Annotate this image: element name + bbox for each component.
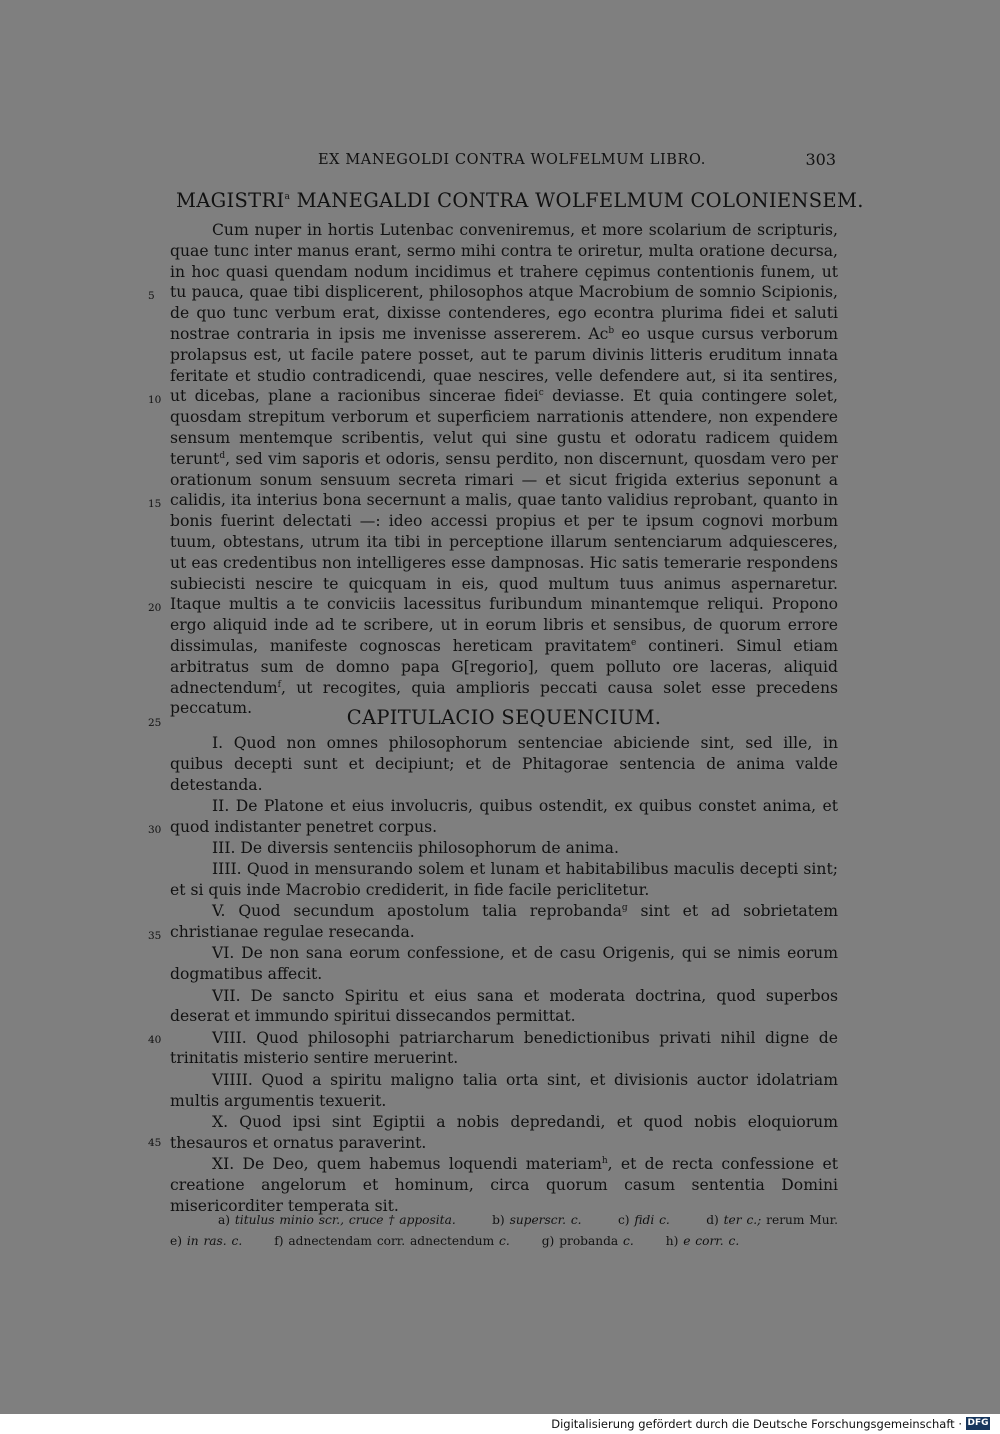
footnote-text: e corr. c. [683, 1234, 740, 1248]
footnote-text: c. [499, 1234, 510, 1248]
footnote-d [706, 1210, 838, 1231]
line-number: 35 [148, 930, 162, 942]
chapter-item [170, 901, 838, 943]
footnote-text: c. [623, 1234, 634, 1248]
footnote-mark-h: h [601, 1155, 608, 1166]
footnote-mark-a: a [284, 192, 291, 202]
dfg-logo[interactable]: DFG [967, 1418, 989, 1428]
footnote-text: titulus minio scr., cruce † apposita. [234, 1213, 456, 1227]
footnote-f [274, 1231, 509, 1252]
footnote-c [618, 1210, 670, 1231]
footnote-label: h) [665, 1234, 679, 1248]
footnote-label: e) [170, 1234, 182, 1248]
chapter-text: , et de recta confessione et creatione angelorum et hominum, circa quorum casum sententia Domini misericorditer temperata sit. [170, 1154, 838, 1215]
footnote-text: probanda [559, 1234, 619, 1248]
intro-paragraph [170, 220, 838, 719]
main-title [176, 189, 864, 212]
section-title: CAPITULACIO SEQUENCIUM. [346, 706, 662, 729]
line-number: 25 [148, 717, 162, 729]
footnote-mark-c: c [538, 388, 544, 399]
intro-text: contineri. Simul etiam arbitratus sum de domno papa G[regorio], quem polluto ore laceras, aliquid adnectendum [170, 636, 838, 697]
footnote-mark-d: d [219, 450, 226, 461]
footnote-label: d) [706, 1213, 719, 1227]
intro-text: , ut recogites, quia amplioris peccati causa solet esse precedens peccatum. [170, 678, 838, 718]
chapter-text: sint et ad sobrietatem christianae regulae resecanda. [170, 902, 838, 942]
footnote-h [666, 1231, 740, 1252]
intro-text: eo usque cursus verborum prolapsus est, ut facile patere posset, aut te parum divinis litteris eruditum innata feritate et studio contradicendi, quae nescires, velle defendere aut, si ita sentires, ut dicebas, plane a racionibus sincerae fidei [170, 324, 838, 406]
line-number-margin [0, 0, 170, 1434]
footnote-mark-f: f [277, 679, 281, 690]
attribution-text: Digitalisierung gefördert durch die Deutsche Forschungsgemeinschaft · [551, 1417, 962, 1431]
footnote-text: rerum Mur. [766, 1213, 838, 1227]
line-number: 45 [148, 1137, 162, 1149]
chapter-list [170, 733, 838, 1217]
footnote-label: a) [218, 1213, 231, 1227]
intro-text: deviasse. Et quia contingere solet, quosdam strepitum verborum et superficiem narrationis attendere, non expendere sensum mentemque scribentis, velut qui sine gustu et odoratu radicem quidem terunt [170, 387, 838, 468]
footnote-label: f) [274, 1234, 284, 1248]
line-number: 10 [148, 394, 162, 406]
footnote-b [492, 1210, 581, 1231]
line-number: 5 [148, 290, 155, 302]
chapter-item [170, 1154, 838, 1216]
chapter-item: II. De Platone et eius involucris, quibus ostendit, ex quibus constet anima, et quod indistanter penetret corpus. [170, 796, 838, 836]
chapter-text: V. Quod secundum apostolum talia reprobanda [212, 902, 622, 921]
footnote-text: superscr. c. [509, 1213, 582, 1227]
footnote-mark-g: g [621, 903, 628, 914]
chapter-item: I. Quod non omnes philosophorum sentenciae abiciende sint, sed ille, in quibus decepti sunt et decipiunt; et de Phitagorae sentencia de anima valde detestanda. [170, 734, 838, 794]
chapter-item: VII. De sancto Spiritu et eius sana et moderata doctrina, quod superbos deserat et immundo spiritui dissecandos permittat. [170, 986, 838, 1026]
intro-text: Cum nuper in hortis Lutenbac conveniremus, et more scolarium de scripturis, quae tunc inter manus erant, sermo mihi contra te oriretur, multa oratione decursa, in hoc quasi quendam nodum incidimus et trahere cępimus contentionis funem, ut tu pauca, quae tibi displicerent, philosophos atque Macrobium de somnio Scipionis, de quo tunc verbum erat, dixisse contenderes, ego econtra plurima fidei et saluti nostrae contraria in ipsis me invenisse assererem. Ac [170, 221, 838, 343]
chapter-item: IIII. Quod in mensurando solem et lunam et habitabilibus maculis decepti sint; et si quis inde Macrobio crediderit, in fide facile periclitetur. [170, 860, 838, 900]
footnote-line [170, 1231, 838, 1252]
line-number: 15 [148, 498, 162, 510]
footnotes [170, 1210, 838, 1252]
chapter-item: VI. De non sana eorum confessione, et de casu Origenis, qui se nimis eorum dogmatibus affecit. [170, 944, 838, 984]
attribution-bar [0, 1414, 1000, 1434]
footnote-text: ter c.; [723, 1213, 762, 1227]
line-number: 30 [148, 824, 162, 836]
footnote-text: in ras. c. [186, 1234, 243, 1248]
footnote-label: c) [617, 1213, 630, 1227]
chapter-item: III. De diversis sentenciis philosophorum de anima. [212, 838, 619, 857]
footnote-g [542, 1231, 634, 1252]
footnote-mark-b: b [608, 325, 615, 336]
footnote-e [170, 1231, 242, 1252]
footnote-line [170, 1210, 838, 1231]
footnote-label: g) [541, 1234, 555, 1248]
footnote-label: b) [492, 1213, 505, 1227]
line-number: 20 [148, 602, 162, 614]
footnote-text: adnectendam corr. adnectendum [288, 1234, 495, 1248]
page-number: 303 [805, 150, 836, 169]
line-number: 40 [148, 1034, 162, 1046]
chapter-item: X. Quod ipsi sint Egiptii a nobis depredandi, et quod nobis eloquiorum thesauros et ornatus paraverint. [170, 1112, 838, 1152]
main-title-text-before: MAGISTRI [176, 189, 285, 212]
chapter-item: VIIII. Quod a spiritu maligno talia orta sint, et divisionis auctor idolatriam multis argumentis texuerit. [170, 1070, 838, 1110]
footnote-mark-e: e [631, 637, 637, 648]
footnote-a [218, 1210, 456, 1231]
chapter-item: VIII. Quod philosophi patriarcharum benedictionibus privati nihil digne de trinitatis misterio sentire meruerint. [170, 1028, 838, 1068]
page-header [170, 152, 838, 174]
intro-text: , sed vim saporis et odoris, sensu perdito, non discernunt, quosdam vero per orationum sonum sensuum secreta rimari — et sicut frigida exterius seponunt a calidis, ita interius bona secernunt a malis, quae tanto validius reprobant, quanto in bonis fuerint delectati —: ideo accessi propius et per te ipsum cognovi morbum tuum, obtestans, utrum ita tibi in perceptione illarum sentenciarum adquiesceres, ut eas credentibus non intelligeres esse dampnosas. Hic satis temerarie respondens subiecisti nescire te quicquam in eis, quod multum tuus animus aspernaretur. Itaque multis a te conviciis lacessitus furibundum minantemque reliqui. Propono ergo aliquid inde ad te scribere, ut in eorum libris et sensibus, de quorum errore dissimulas, manifeste cognoscas hereticam pravitatem [170, 449, 838, 655]
running-head: EX MANEGOLDI CONTRA WOLFELMUM LIBRO. [318, 152, 706, 168]
footnote-text: fidi c. [634, 1213, 670, 1227]
main-title-text-after: MANEGALDI CONTRA WOLFELMUM COLONIENSEM. [290, 189, 864, 212]
chapter-text: XI. De Deo, quem habemus loquendi materiam [212, 1154, 602, 1173]
